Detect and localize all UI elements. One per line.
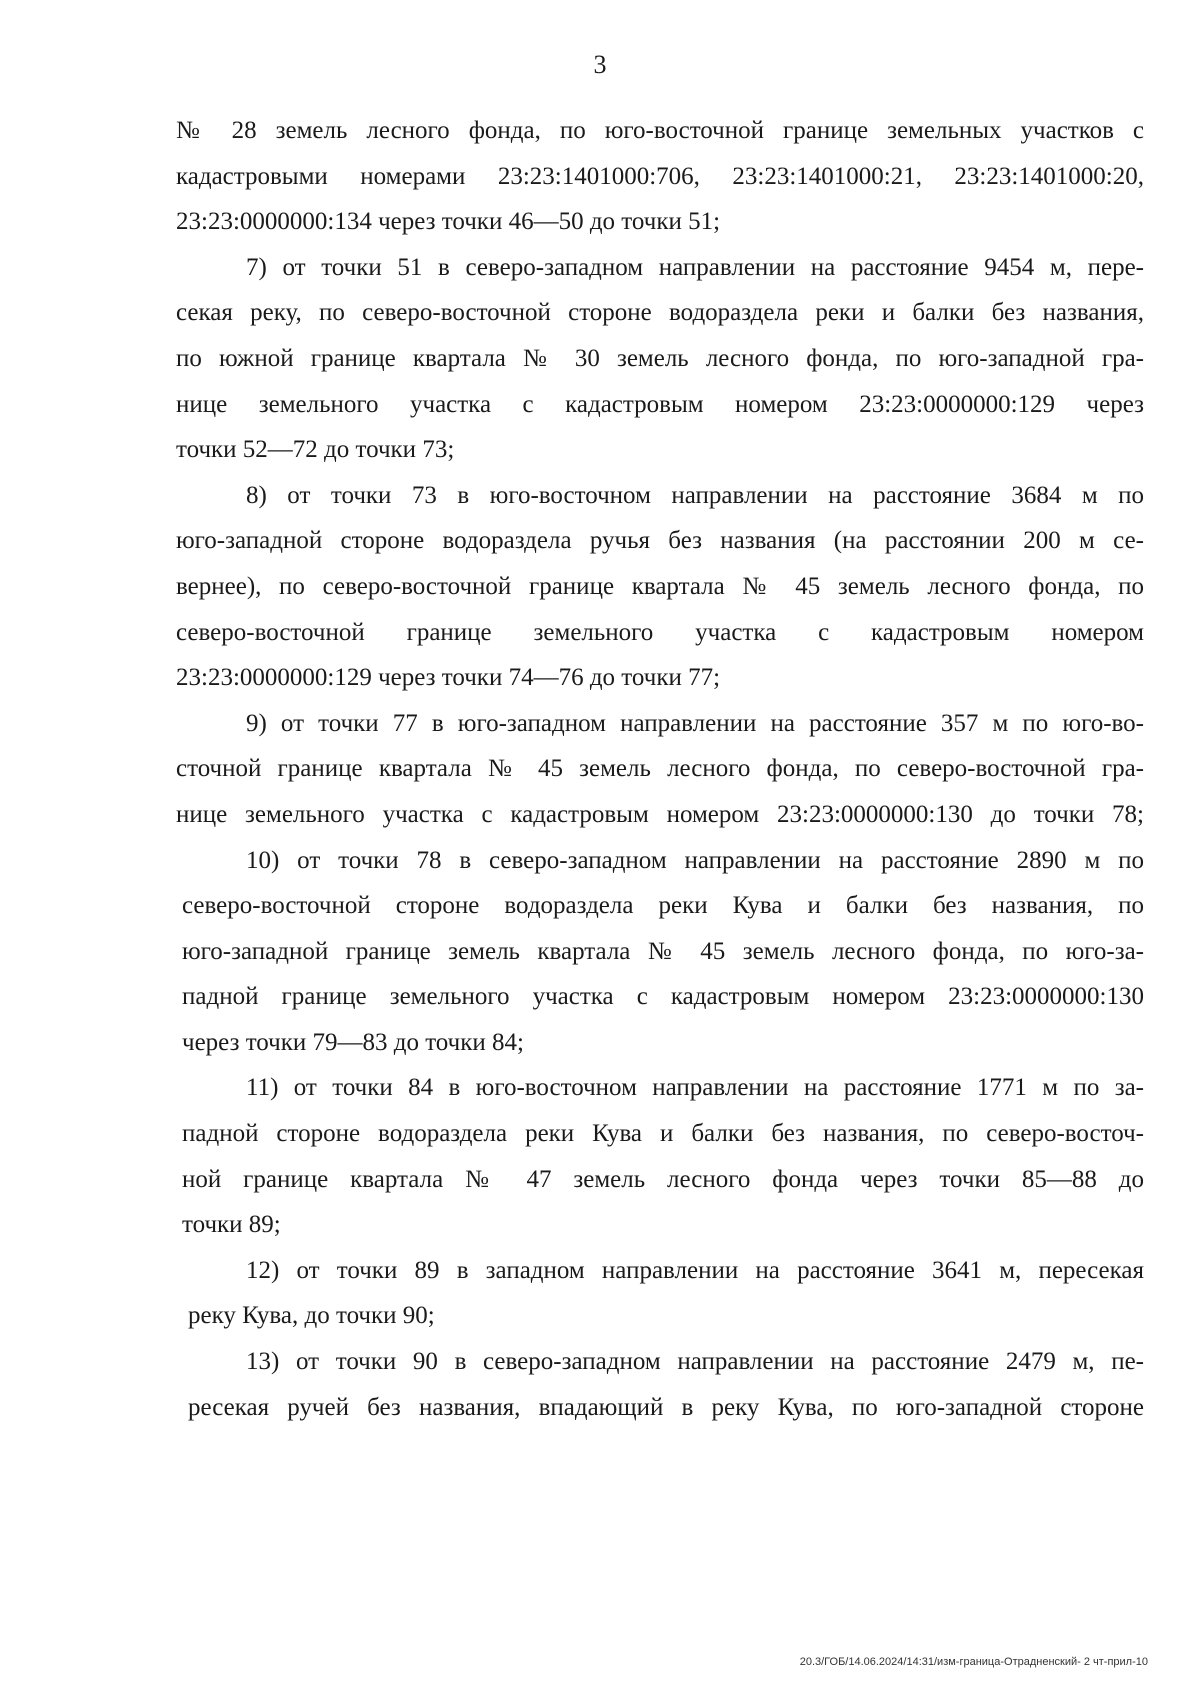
text-line: 11) от точки 84 в юго-восточном направлении на расстояние 1771 м по за- — [246, 1074, 1144, 1102]
text-line: нице земельного участка с кадастровым номером 23:23:0000000:129 через — [176, 390, 1144, 418]
text-line: 23:23:0000000:134 через точки 46—50 до точки 51; — [176, 208, 721, 236]
text-line: секая реку, по северо-восточной стороне водораздела реки и балки без названия, — [176, 299, 1144, 327]
text-line: юго-западной стороне водораздела ручья без названия (на расстоянии 200 м се- — [176, 527, 1144, 555]
paragraph-item-10 — [176, 838, 1144, 1066]
text-line: 8) от точки 73 в юго-восточном направлении на расстояние 3684 м по — [246, 481, 1144, 509]
text-line: точки 89; — [182, 1211, 281, 1239]
text-line: по южной границе квартала № 30 земель лесного фонда, по юго-западной гра- — [176, 344, 1144, 372]
text-line: сточной границе квартала № 45 земель лесного фонда, по северо-восточной гра- — [176, 755, 1144, 783]
text-line: 12) от точки 89 в западном направлении на расстояние 3641 м, пересекая — [246, 1256, 1144, 1284]
text-line: нице земельного участка с кадастровым номером 23:23:0000000:130 до точки 78; — [176, 800, 1144, 828]
paragraph-item-13 — [176, 1339, 1144, 1430]
text-line: вернее), по северо-восточной границе квартала № 45 земель лесного фонда, по — [176, 572, 1144, 600]
text-line: 9) от точки 77 в юго-западном направлении на расстояние 357 м по юго-во- — [246, 709, 1144, 737]
text-line: ресекая ручей без названия, впадающий в реку Кува, по юго-западной стороне — [188, 1393, 1144, 1421]
text-line: падной границе земельного участка с кадастровым номером 23:23:0000000:130 — [182, 983, 1144, 1011]
text-line: 10) от точки 78 в северо-западном направлении на расстояние 2890 м по — [246, 846, 1144, 874]
paragraph-item-9 — [176, 701, 1144, 838]
text-line: через точки 79—83 до точки 84; — [182, 1028, 524, 1056]
page-number: 3 — [593, 50, 607, 79]
paragraph-continuation — [176, 108, 1144, 245]
text-line: ной границе квартала № 47 земель лесного фонда через точки 85—88 до — [182, 1165, 1144, 1193]
paragraph-item-7 — [176, 245, 1144, 473]
text-line: точки 52—72 до точки 73; — [176, 436, 455, 464]
text-line: юго-западной границе земель квартала № 45 земель лесного фонда, по юго-за- — [182, 937, 1144, 965]
text-line: северо-восточной границе земельного участка с кадастровым номером — [176, 618, 1144, 646]
text-line: северо-восточной стороне водораздела реки Кува и балки без названия, по — [182, 892, 1144, 920]
paragraph-item-12 — [176, 1248, 1144, 1339]
text-line: 23:23:0000000:129 через точки 74—76 до точки 77; — [176, 664, 721, 692]
document-body — [176, 108, 1144, 1430]
text-line: падной стороне водораздела реки Кува и балки без названия, по северо-восточ- — [182, 1120, 1144, 1148]
paragraph-item-8 — [176, 473, 1144, 701]
document-footer-code: 20.3/ГОБ/14.06.2024/14:31/изм-граница-Отрадненский- 2 чт-прил-10 — [799, 1656, 1148, 1668]
paragraph-item-11 — [176, 1065, 1144, 1247]
text-line: кадастровыми номерами 23:23:1401000:706, 23:23:1401000:21, 23:23:1401000:20, — [176, 162, 1144, 190]
text-line: № 28 земель лесного фонда, по юго-восточной границе земельных участков с — [176, 117, 1144, 144]
text-line: реку Кува, до точки 90; — [188, 1302, 435, 1330]
text-line: 13) от точки 90 в северо-западном направлении на расстояние 2479 м, пе- — [246, 1348, 1144, 1376]
text-line: 7) от точки 51 в северо-западном направлении на расстояние 9454 м, пере- — [246, 253, 1144, 281]
